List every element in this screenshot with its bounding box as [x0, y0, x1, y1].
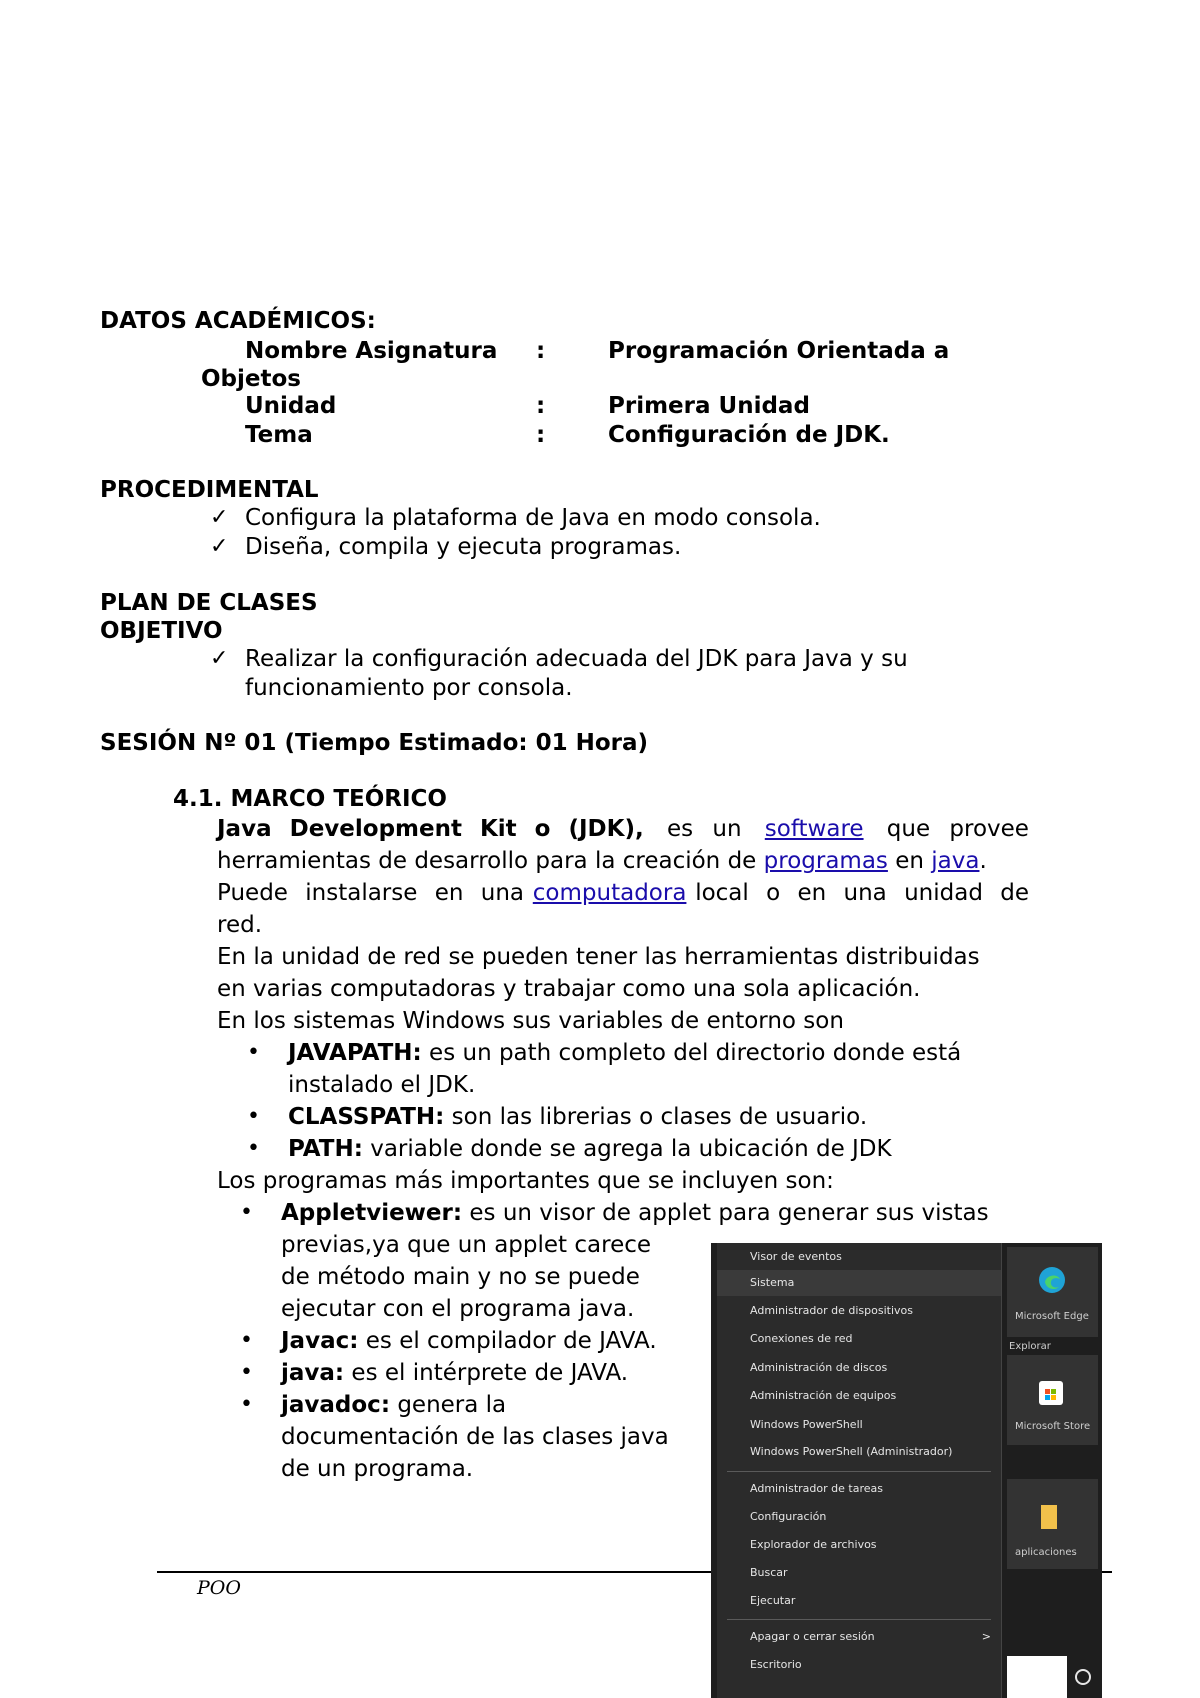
bullet-icon: • — [247, 1136, 260, 1161]
prog-desc: es un visor de applet para generar sus vistas — [462, 1200, 989, 1226]
env-desc: son las librerias o clases de usuario. — [444, 1104, 868, 1130]
bullet-icon: • — [247, 1104, 260, 1129]
menu-separator — [727, 1471, 991, 1472]
folder-icon — [1041, 1505, 1057, 1529]
prog-desc: genera la — [390, 1392, 507, 1418]
p1-text: que provee — [886, 816, 1029, 842]
menu-item-sistema[interactable]: Sistema — [717, 1270, 1001, 1296]
tema-sep: : — [536, 422, 546, 448]
chevron-right-icon: > — [981, 1630, 991, 1643]
check-icon: ✓ — [210, 646, 229, 671]
cortana-icon[interactable] — [1075, 1669, 1091, 1685]
prog-term: java: — [281, 1360, 345, 1386]
menu-item-administracion-equipos[interactable]: Administración de equipos — [750, 1389, 897, 1402]
p1-text: local o en una unidad de — [695, 880, 1029, 906]
footer-rule-end — [1102, 1571, 1112, 1573]
menu-item-apagar-label: Apagar o cerrar sesión — [750, 1630, 875, 1643]
prog-cont: ejecutar con el programa java. — [281, 1296, 635, 1322]
menu-item-powershell-admin[interactable]: Windows PowerShell (Administrador) — [750, 1445, 953, 1458]
procedimental-item: Configura la plataforma de Java en modo consola. — [245, 505, 821, 531]
edge-icon — [1037, 1265, 1067, 1295]
p1-line1 — [217, 813, 1029, 845]
bullet-icon: • — [240, 1328, 253, 1353]
marco-heading: 4.1. MARCO TEÓRICO — [173, 786, 447, 812]
prog-item — [281, 1389, 506, 1421]
p1-text: es un — [666, 816, 742, 842]
tile-folder[interactable] — [1007, 1479, 1098, 1569]
env-item — [288, 1037, 961, 1069]
unidad-value: Primera Unidad — [608, 393, 810, 419]
prog-term: Javac: — [281, 1328, 359, 1354]
menu-separator — [727, 1619, 991, 1620]
jdk-term: Java Development Kit o (JDK), — [217, 816, 644, 842]
prog-cont: de un programa. — [281, 1456, 474, 1482]
prog-item — [281, 1197, 989, 1229]
p1-text: en — [895, 848, 924, 874]
objetivo-line2: funcionamiento por consola. — [245, 675, 573, 701]
tile-label: Microsoft Store — [1015, 1421, 1091, 1432]
datos-heading: DATOS ACADÉMICOS: — [100, 308, 376, 334]
menu-item-administrador-tareas[interactable]: Administrador de tareas — [750, 1482, 883, 1495]
objetivo-line1: Realizar la configuración adecuada del JDK para Java y su — [245, 646, 908, 672]
plan-heading: PLAN DE CLASES — [100, 590, 318, 616]
prog-cont: de método main y no se puede — [281, 1264, 640, 1290]
env-item — [288, 1101, 867, 1133]
check-icon: ✓ — [210, 505, 229, 530]
tile-label: Microsoft Edge — [1015, 1311, 1089, 1322]
bullet-icon: • — [240, 1200, 253, 1225]
tile-label: aplicaciones — [1015, 1547, 1077, 1558]
menu-item-visor-eventos[interactable]: Visor de eventos — [750, 1250, 842, 1263]
env-item-cont: instalado el JDK. — [288, 1072, 476, 1098]
footer-rule — [157, 1571, 711, 1573]
menu-item-ejecutar[interactable]: Ejecutar — [750, 1594, 796, 1607]
menu-item-configuracion[interactable]: Configuración — [750, 1510, 827, 1523]
unidad-sep: : — [536, 393, 546, 419]
bullet-icon: • — [240, 1392, 253, 1417]
prog-term: javadoc: — [281, 1392, 391, 1418]
menu-item-administracion-discos[interactable]: Administración de discos — [750, 1361, 888, 1374]
prog-item — [281, 1325, 657, 1357]
p1-text: . — [979, 848, 987, 874]
asignatura-sep: : — [536, 338, 546, 364]
tile-edge[interactable] — [1007, 1247, 1098, 1337]
sesion-heading: SESIÓN Nº 01 (Tiempo Estimado: 01 Hora) — [100, 730, 649, 756]
menu-item-apagar[interactable] — [717, 1624, 1001, 1650]
tema-label: Tema — [245, 422, 313, 448]
winx-menu-screenshot — [711, 1243, 1102, 1698]
p1-line2 — [217, 845, 1029, 877]
link-programas[interactable]: programas — [763, 848, 888, 874]
p2-line2: en varias computadoras y trabajar como una sola aplicación. — [217, 976, 921, 1002]
unidad-label: Unidad — [245, 393, 337, 419]
p1-text: Puede instalarse en una — [217, 880, 524, 906]
link-java[interactable]: java — [931, 848, 980, 874]
menu-item-powershell[interactable]: Windows PowerShell — [750, 1418, 863, 1431]
p2-line1: En la unidad de red se pueden tener las herramientas distribuidas — [217, 944, 980, 970]
env-desc: es un path completo del directorio donde está — [421, 1040, 962, 1066]
prog-cont: documentación de las clases java — [281, 1424, 669, 1450]
tile-store[interactable] — [1007, 1355, 1098, 1445]
context-menu — [717, 1243, 1002, 1698]
asignatura-value: Programación Orientada a — [608, 338, 950, 364]
env-term: PATH: — [288, 1136, 363, 1162]
asignatura-value-cont: Objetos — [201, 366, 301, 392]
link-computadora[interactable]: computadora — [532, 880, 687, 906]
p1-line4: red. — [217, 912, 263, 938]
tema-value: Configuración de JDK. — [608, 422, 890, 448]
menu-item-conexiones-red[interactable]: Conexiones de red — [750, 1332, 853, 1345]
store-icon — [1039, 1381, 1063, 1405]
p1-line3 — [217, 877, 1029, 909]
bullet-icon: • — [247, 1040, 260, 1065]
check-icon: ✓ — [210, 534, 229, 559]
bullet-icon: • — [240, 1360, 253, 1385]
menu-item-administrador-dispositivos[interactable]: Administrador de dispositivos — [750, 1304, 914, 1317]
prog-item — [281, 1357, 628, 1389]
env-desc: variable donde se agrega la ubicación de JDK — [362, 1136, 892, 1162]
env-item — [288, 1133, 892, 1165]
p1-text: herramientas de desarrollo para la creación de — [217, 848, 757, 874]
prog-cont: previas,ya que un applet carece — [281, 1232, 652, 1258]
menu-item-escritorio[interactable]: Escritorio — [750, 1658, 802, 1671]
procedimental-heading: PROCEDIMENTAL — [100, 477, 319, 503]
menu-item-buscar[interactable]: Buscar — [750, 1566, 788, 1579]
tile-group-label: Explorar — [1009, 1341, 1051, 1352]
prog-term: Appletviewer: — [281, 1200, 463, 1226]
prog-desc: es el intérprete de JAVA. — [344, 1360, 629, 1386]
footer-text: POO — [197, 1577, 241, 1599]
taskbar-search-box[interactable] — [1007, 1656, 1067, 1698]
p4: Los programas más importantes que se incluyen son: — [217, 1168, 834, 1194]
asignatura-label: Nombre Asignatura — [245, 338, 498, 364]
env-term: JAVAPATH: — [288, 1040, 422, 1066]
prog-desc: es el compilador de JAVA. — [358, 1328, 657, 1354]
p3: En los sistemas Windows sus variables de entorno son — [217, 1008, 844, 1034]
env-term: CLASSPATH: — [288, 1104, 445, 1130]
objetivo-heading: OBJETIVO — [100, 618, 223, 644]
menu-item-explorador-archivos[interactable]: Explorador de archivos — [750, 1538, 877, 1551]
procedimental-item: Diseña, compila y ejecuta programas. — [245, 534, 682, 560]
link-software[interactable]: software — [764, 816, 864, 842]
